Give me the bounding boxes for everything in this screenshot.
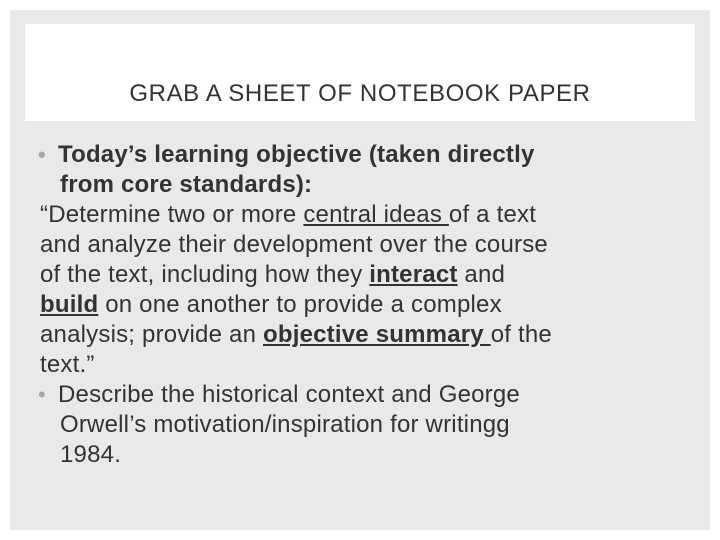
emphasis-objective-summary: objective summary xyxy=(263,321,491,348)
quote-line-2: and analyze their development over the course xyxy=(40,231,548,258)
bullet-icon: • xyxy=(38,142,46,167)
emphasis-central-ideas: central ideas xyxy=(303,201,449,228)
context-line-2: Orwell’s motivation/inspiration for writingg xyxy=(60,411,510,438)
emphasis-build: build xyxy=(40,291,99,318)
emphasis-interact: interact xyxy=(369,261,458,288)
quote-line-3: of the text, including how they interact and xyxy=(40,261,506,288)
quote-line-4: build on one another to provide a complex xyxy=(40,291,502,318)
quote-line-5: analysis; provide an objective summary of the xyxy=(40,321,552,348)
objective-line-1: • Today’s learning objective (taken directly xyxy=(38,141,535,168)
quote-line-1: “Determine two or more central ideas of a text xyxy=(40,201,537,228)
objective-line-2: from core standards): xyxy=(60,171,313,198)
slide-title: GRAB A SHEET OF NOTEBOOK PAPER xyxy=(129,80,591,107)
context-line-1: • Describe the historical context and George xyxy=(38,381,520,408)
context-line-3: 1984. xyxy=(60,441,122,468)
title-box xyxy=(25,24,695,121)
quote-line-6: text.” xyxy=(40,351,95,378)
bullet-icon: • xyxy=(38,382,46,407)
slide-body xyxy=(40,140,705,470)
